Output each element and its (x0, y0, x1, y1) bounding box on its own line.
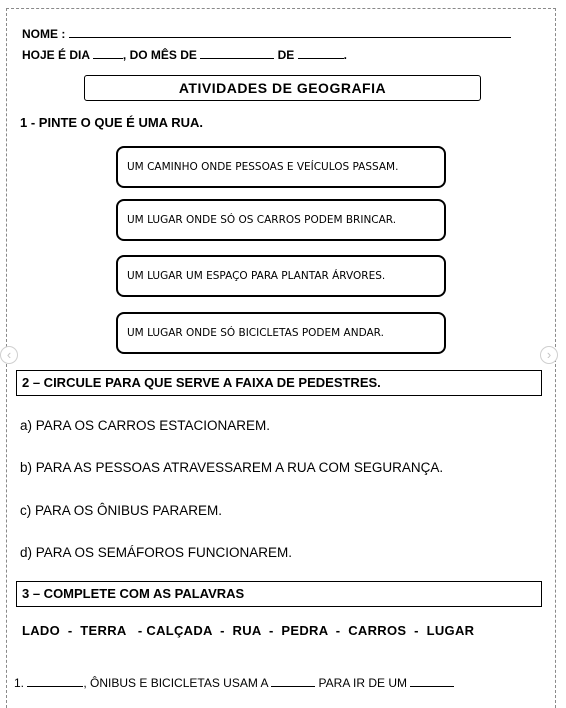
name-label: NOME : (22, 27, 66, 41)
day-line (93, 47, 123, 59)
question1-option[interactable]: UM LUGAR ONDE SÓ BICICLETAS PODEM ANDAR. (116, 312, 446, 354)
chevron-left-icon: ‹ (6, 347, 12, 362)
fill-in-sentence (14, 676, 454, 690)
answer-blank[interactable] (27, 676, 83, 687)
question1-option[interactable]: UM LUGAR UM ESPAÇO PARA PLANTAR ÁRVORES. (116, 255, 446, 297)
prev-page-button[interactable] (0, 346, 18, 364)
date-row (22, 47, 347, 62)
question2-answer[interactable]: a) PARA OS CARROS ESTACIONAREM. (20, 418, 271, 433)
sentence-number: 1. (14, 676, 25, 690)
question2-answer[interactable]: b) PARA AS PESSOAS ATRAVESSAREM A RUA COM SEGURANÇA. (20, 460, 444, 475)
question3-prompt: 3 – COMPLETE COM AS PALAVRAS (16, 581, 542, 607)
question2-answer[interactable]: c) PARA OS ÔNIBUS PARAREM. (20, 503, 223, 518)
name-row (22, 26, 511, 41)
page-title: ATIVIDADES DE GEOGRAFIA (84, 75, 481, 101)
date-month-label: , DO MÊS DE (122, 48, 197, 62)
question2-prompt: 2 – CIRCULE PARA QUE SERVE A FAIXA DE PEDESTRES. (16, 370, 542, 396)
question1-option[interactable]: UM CAMINHO ONDE PESSOAS E VEÍCULOS PASSAM. (116, 146, 446, 188)
question1-option[interactable]: UM LUGAR ONDE SÓ OS CARROS PODEM BRINCAR. (116, 199, 446, 241)
question2-answer[interactable]: d) PARA OS SEMÁFOROS FUNCIONAREM. (20, 545, 293, 560)
sentence-text: , ÔNIBUS E BICICLETAS USAM A (83, 676, 268, 690)
date-end: . (343, 48, 347, 62)
year-line (298, 47, 344, 59)
name-line (69, 26, 511, 38)
answer-blank[interactable] (410, 676, 454, 687)
date-year-label: DE (277, 48, 295, 62)
answer-blank[interactable] (271, 676, 315, 687)
question1-prompt: 1 - PINTE O QUE É UMA RUA. (20, 115, 203, 130)
chevron-right-icon: › (546, 347, 552, 362)
month-line (200, 47, 274, 59)
word-bank: LADO - TERRA - CALÇADA - RUA - PEDRA - CARROS - LUGAR (22, 623, 475, 638)
sentence-text: PARA IR DE UM (318, 676, 408, 690)
next-page-button[interactable] (540, 346, 558, 364)
date-prefix: HOJE É DIA (22, 48, 90, 62)
